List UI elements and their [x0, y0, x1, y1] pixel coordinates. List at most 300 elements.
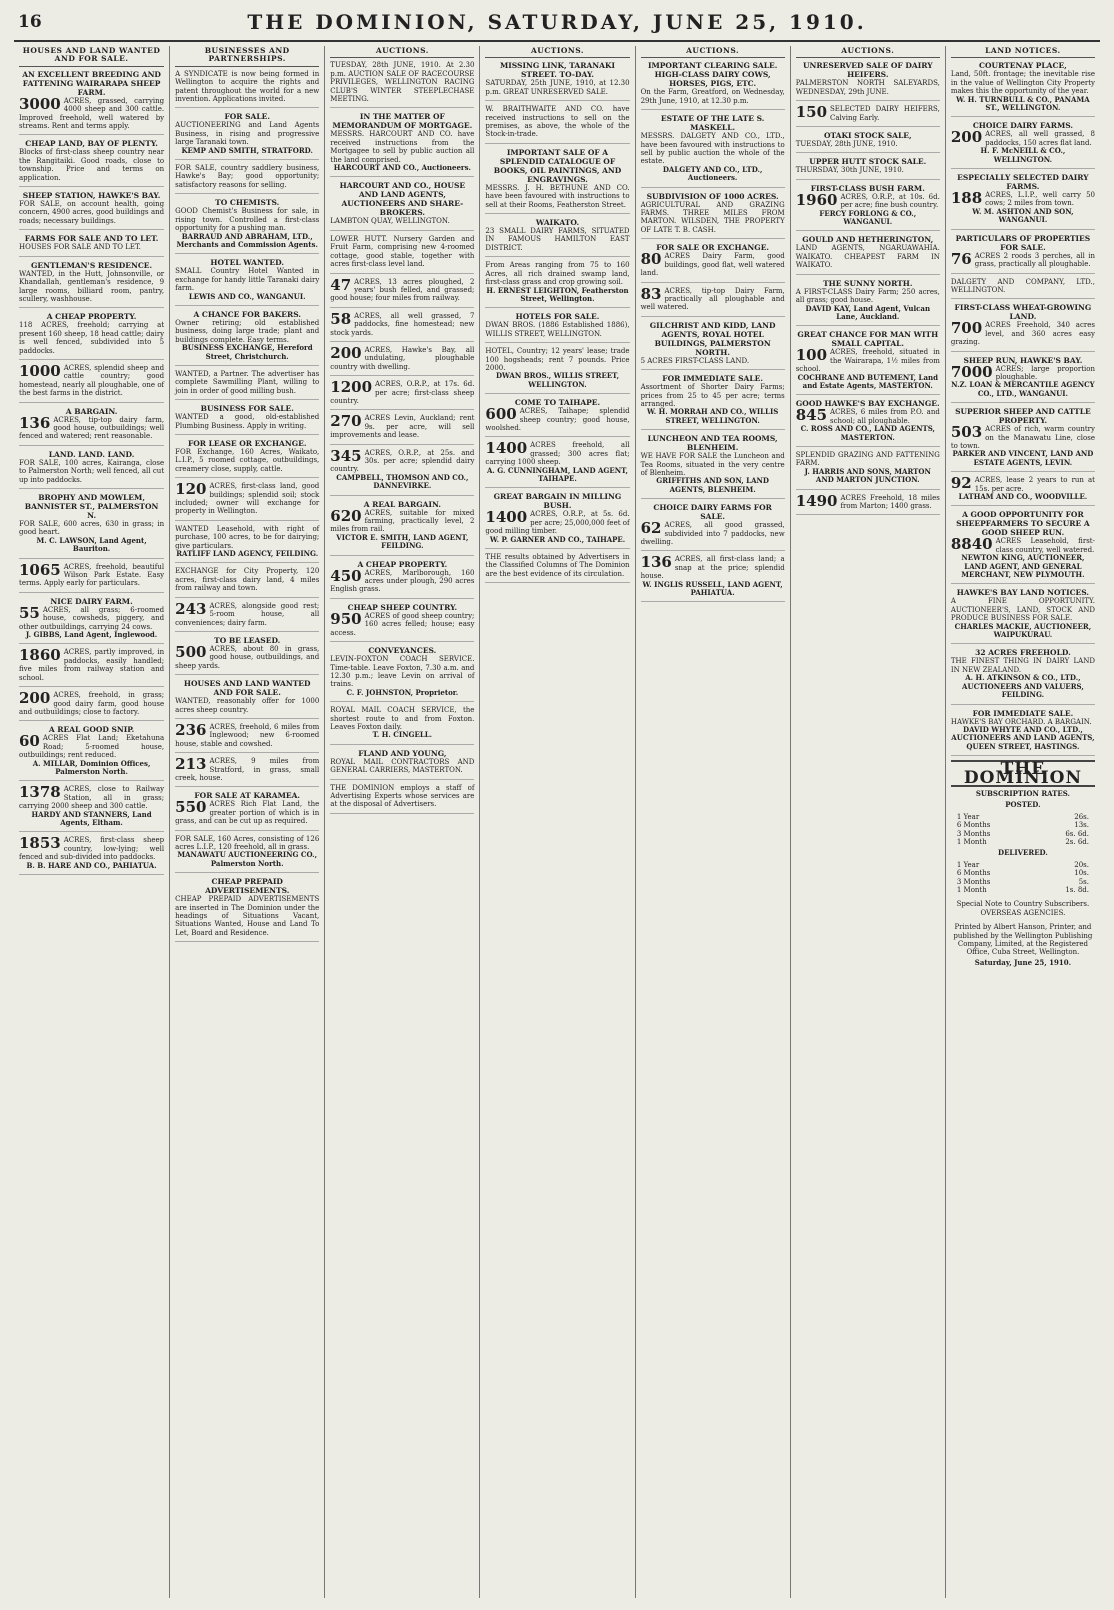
- advertisement: [330, 380, 474, 410]
- ad-acreage: 213: [175, 755, 207, 774]
- ad-title: TO CHEMISTS.: [215, 198, 280, 208]
- imprint: Printed by Albert Hanson, Printer, and published by the Wellington Publishing Company, Limited, at the Registered Office, Cuba Street, Wellington.: [953, 923, 1093, 957]
- ad-text: SPLENDID GRAZING AND FATTENING FARM.: [795, 450, 940, 468]
- ad-body: [175, 835, 319, 852]
- advertisement: [175, 112, 319, 160]
- ad-text: WANTED Leasehold, with right of purchase, 100 acres, to be for dairying; give particulars.: [175, 524, 320, 550]
- ad-acreage: 1378: [19, 783, 61, 802]
- advertisement: [330, 414, 474, 444]
- ad-body: [19, 413, 165, 441]
- ad-title: CONVEYANCES.: [368, 646, 437, 656]
- ad-text: Blocks of first-class sheep country near the Rangitaiki. Good roads, close to township. Price and terms on application.: [19, 148, 165, 182]
- ad-title: AN EXCELLENT BREEDING AND FATTENING WAIRARAPA SHEEP FARM.: [22, 69, 161, 97]
- ad-signature: B. B. HARE AND CO., PAHIATUA.: [26, 860, 157, 870]
- ad-text: ACRES, suitable for mixed farming, practically level, 2 miles from rail.: [330, 508, 475, 534]
- ad-text: FOR SALE, 160 Acres, consisting of 126 acres L.I.P., 120 freehold, all in grass.: [175, 834, 320, 851]
- ad-body: [19, 560, 165, 588]
- ad-body: [330, 380, 474, 405]
- ad-body: [951, 70, 1095, 95]
- advertisement: [641, 192, 785, 240]
- ad-signature: M. C. LAWSON, Land Agent, Bauriton.: [36, 535, 147, 554]
- ad-text: ACRES, freehold, in grass; good dairy farm, good house and outbuildings; close to factory.: [19, 691, 165, 716]
- ad-body: [641, 357, 785, 365]
- ad-title: FOR SALE.: [224, 112, 270, 122]
- column-heading: AUCTIONS.: [485, 46, 629, 58]
- ad-text: ACRES, tip-top dairy farm, good house, outbuildings; well fenced and watered; rent reasonable.: [19, 415, 165, 441]
- ad-signature: A. MILLAR, Dominion Offices, Palmerston North.: [32, 758, 151, 776]
- ad-text: LOWER HUTT. Nursery Garden and Fruit Farm, comprising new 4-roomed cottage, good stable, together with acres first-class level land.: [330, 234, 475, 269]
- ad-text: MESSRS. DALGETY AND CO., LTD., have been favoured with instructions to sell by public auction the whole of the estate.: [640, 132, 785, 166]
- ad-body: [641, 252, 785, 277]
- ad-title: LUNCHEON AND TEA ROOMS, BLENHEIM.: [647, 434, 778, 453]
- ad-text: ACRES, O.R.P., at 25s. and 30s. per acre; splendid dairy country.: [330, 448, 475, 474]
- ad-body: [175, 448, 319, 473]
- ad-text: ROYAL MAIL COACH SERVICE, the shortest route to and from Foxton. Leaves Foxton daily.: [330, 706, 475, 731]
- ad-acreage: 100: [795, 346, 828, 365]
- ad-text: ROYAL MAIL CONTRACTORS AND GENERAL CARRIERS, MASTERTON.: [330, 757, 475, 775]
- advertisement: [951, 407, 1095, 472]
- advertisement: [485, 61, 629, 101]
- ad-text: ACRES, 9 miles from Stratford, in grass, small creek, house.: [175, 757, 320, 782]
- ad-body: [330, 506, 475, 534]
- ad-title: A REAL GOOD SNIP.: [48, 725, 135, 735]
- ad-acreage: 600: [485, 405, 517, 424]
- ad-title: HAWKE'S BAY LAND NOTICES.: [956, 588, 1090, 598]
- ad-acreage: 136: [640, 553, 672, 572]
- ad-body: [485, 510, 629, 535]
- ad-body: [796, 348, 940, 373]
- ad-body: [951, 537, 1095, 554]
- ad-body: [19, 243, 164, 251]
- ad-acreage: 950: [330, 609, 362, 628]
- page-title: THE DOMINION, SATURDAY, JUNE 25, 1910.: [247, 10, 867, 34]
- ad-text: ACRES, splendid sheep and cattle country; good homestead, nearly all ploughable, one of the best farms in the district.: [19, 363, 165, 398]
- ad-text: ACRES, all good grassed, subdivided into 7 paddocks, new dwelling.: [640, 521, 785, 546]
- ad-body: [175, 319, 319, 344]
- ad-text: ACRES Freehold, 18 miles from Marton; 1400 grass.: [840, 493, 940, 510]
- ad-acreage: 1400: [485, 439, 528, 458]
- ad-acreage: 1200: [330, 378, 373, 397]
- ad-text: ACRES, freehold, beautiful Wilson Park Estate. Easy terms. Apply early for particulars.: [19, 562, 165, 588]
- ad-text: WANTED, in the Hutt, Johnsonville, or Khandallah, gentleman's residence, 9 large rooms, billiard room, pantry, scullery, washhouse.: [19, 269, 165, 303]
- ad-acreage: 450: [330, 566, 362, 585]
- ad-title: HOUSES AND LAND WANTED AND FOR SALE.: [183, 679, 311, 698]
- ad-text: A FINE OPPORTUNITY. AUCTIONEER'S, LAND, STOCK AND PRODUCE BUSINESS FOR SALE.: [950, 597, 1095, 623]
- ad-body: [19, 148, 164, 182]
- advertisement: [485, 312, 629, 343]
- ad-acreage: 55: [19, 603, 40, 622]
- ad-title: FOR IMMEDIATE SALE.: [972, 708, 1074, 718]
- ad-acreage: 150: [795, 103, 828, 122]
- advertisement: [175, 567, 319, 597]
- ad-text: ACRES, first-class land, good buildings; splendid soil; stock included; owner will exchange for property in Wellington.: [175, 482, 320, 516]
- ad-acreage: 1400: [485, 508, 528, 527]
- ad-body: [951, 597, 1095, 622]
- ad-acreage: 62: [640, 519, 662, 538]
- ad-text: ACRES, freehold, 6 miles from Inglewood; new 6-roomed house, stable and cowshed.: [175, 722, 320, 748]
- column-heading: BUSINESSES AND PARTNERSHIPS.: [175, 46, 319, 67]
- advertisement: [175, 877, 319, 942]
- ad-signature: C. ROSS AND CO., LAND AGENTS, MASTERTON.: [800, 424, 935, 442]
- ad-text: FOR SALE, 100 acres, Kairanga, close to Palmerston North; well fenced, all cut up into paddocks.: [19, 458, 165, 484]
- ad-body: [330, 275, 475, 303]
- advertisement: [951, 588, 1095, 644]
- ad-body: [330, 343, 475, 371]
- ad-text: PALMERSTON NORTH SALEYARDS, WEDNESDAY, 29th JUNE.: [795, 79, 940, 96]
- ad-text: 118 ACRES, freehold; carrying at present 160 sheep, 18 head cattle; dairy is well fenced, subdivided into 5 paddocks.: [19, 321, 165, 355]
- ad-signature: J. HARRIS AND SONS, MARTON AND MARTON JUNCTION.: [804, 466, 931, 485]
- advertisement: [19, 191, 164, 230]
- ad-text: AUCTIONEERING and Land Agents Business, in rising and progressive large Taranaki town.: [175, 121, 320, 147]
- subscription-subtitle: SUBSCRIPTION RATES.: [975, 788, 1070, 798]
- ad-title: A BARGAIN.: [65, 406, 118, 416]
- ad-text: MESSRS. HARCOURT AND CO. have received instructions from the Mortgagee to sell by public auction all the land comprised.: [330, 130, 475, 164]
- ad-text: ACRES, 13 acres ploughed, 2 years' bush felled, and grassed; good house; four miles from railway.: [330, 277, 475, 303]
- ad-body: [485, 321, 629, 338]
- ad-title: IMPORTANT SALE OF A SPLENDID CATALOGUE OF BOOKS, OIL PAINTINGS, AND ENGRAVINGS.: [493, 147, 622, 184]
- rate-row: [951, 821, 1095, 829]
- advertisement: [485, 441, 629, 488]
- ad-signature: MANAWATU AUCTIONEERING CO., Palmerston North.: [177, 850, 318, 868]
- advertisement: [796, 105, 940, 127]
- ad-signature: DWAN BROS., WILLIS STREET, WELLINGTON.: [495, 371, 620, 389]
- advertisement: [19, 493, 164, 559]
- ad-body: [795, 491, 940, 511]
- ad-acreage: 58: [330, 309, 352, 328]
- ad-acreage: 200: [950, 128, 983, 147]
- ad-acreage: 7000: [950, 362, 993, 381]
- advertisement: [330, 500, 474, 556]
- page-number: 16: [18, 12, 42, 32]
- advertisement: [641, 61, 785, 110]
- ad-body: [796, 166, 940, 174]
- advertisement: [19, 560, 165, 593]
- ad-body: [330, 706, 474, 731]
- rate-row: [951, 861, 1095, 869]
- ad-acreage: 500: [175, 642, 207, 661]
- ad-text: LAMBTON QUAY, WELLINGTON.: [330, 217, 450, 226]
- rate-row: [951, 886, 1095, 894]
- advertisement: [796, 330, 940, 395]
- ad-body: [175, 567, 319, 592]
- ad-body: [175, 207, 319, 232]
- ad-acreage: 120: [175, 480, 207, 499]
- delivered-label: DELIVERED.: [998, 848, 1048, 858]
- ad-body: [19, 734, 164, 759]
- advertisement: [175, 310, 319, 366]
- ad-body: [951, 278, 1095, 295]
- ad-text: ACRES of good sheep country; 160 acres felled; house; easy access.: [330, 611, 475, 637]
- advertisement: [175, 198, 319, 254]
- rate-price: 1s. 8d.: [1065, 886, 1089, 894]
- ad-title: CHEAP PREPAID ADVERTISEMENTS.: [205, 877, 290, 896]
- ad-body: [641, 555, 785, 580]
- ad-signature: W. M. ASHTON AND SON, WANGANUI.: [972, 206, 1074, 225]
- ad-body: [795, 190, 940, 210]
- ad-signature: DAVID KAY, Land Agent, Vulcan Lane, Auckland.: [805, 303, 931, 321]
- advertisement: [951, 709, 1095, 757]
- ad-title: FOR SALE AT KARAMEA.: [194, 791, 301, 801]
- advertisement: [330, 61, 474, 108]
- ad-title: FARMS FOR SALE AND TO LET.: [24, 234, 159, 244]
- ad-acreage: 1490: [795, 491, 838, 510]
- advertisement: [951, 510, 1095, 584]
- ad-body: [796, 79, 940, 96]
- advertisement: [796, 131, 940, 153]
- ad-text: From Areas ranging from 75 to 160 Acres, all rich drained swamp land, first-class grass and crop growing soil.: [485, 261, 630, 287]
- ad-body: [19, 270, 164, 304]
- ad-body: [951, 191, 1095, 208]
- ad-text: A SYNDICATE is now being formed in Wellington to acquire the rights and patent throughout the world for a new invention. Applications invited.: [175, 69, 320, 104]
- ad-body: [19, 321, 164, 355]
- ad-text: DALGETY AND COMPANY, LTD., WELLINGTON.: [950, 277, 1095, 294]
- ad-text: HOUSES FOR SALE AND TO LET.: [19, 243, 141, 252]
- ad-acreage: 503: [950, 423, 983, 442]
- ad-text: TUESDAY, 28th JUNE, 1910.: [795, 140, 898, 149]
- advertisement: [330, 560, 474, 599]
- advertisement: [175, 636, 319, 675]
- ad-text: ACRES; large proportion ploughable.: [995, 364, 1095, 381]
- ad-title: SHEEP STATION, HAWKE'S BAY.: [22, 191, 161, 201]
- ad-text: ACRES freehold, all grassed; 300 acres flat; carrying 1000 sheep.: [485, 441, 630, 467]
- ad-body: [641, 201, 785, 235]
- ad-acreage: 345: [330, 446, 362, 465]
- advertisement: [641, 374, 785, 430]
- ad-text: THE results obtained by Advertisers in the Classified Columns of The Dominion are the best evidence of its circulation.: [485, 553, 630, 578]
- ad-signature: W. INGLIS RUSSELL, LAND AGENT, PAHIATUA.: [642, 579, 783, 598]
- ad-signature: FERCY FORLONG & CO., WANGANUI.: [819, 208, 917, 227]
- ad-body: [19, 785, 164, 810]
- rate-price: 20s.: [1074, 860, 1089, 869]
- advertisement: [330, 784, 474, 814]
- ad-body: [19, 94, 165, 131]
- advertisement: [175, 164, 319, 194]
- advertisement: [796, 399, 940, 447]
- ad-text: Owner retiring; old established business, doing large trade; plant and buildings complete. Easy terms.: [175, 318, 320, 344]
- ad-text: W. BRAITHWAITE AND CO. have received instructions to sell on the premises, as above, the whole of the Stock-in-trade.: [485, 105, 630, 139]
- ad-text: LEVIN-FOXTON COACH SERVICE. Time-table. Leave Foxton, 7.30 a.m. and 12.30 p.m.; leave Levin on arrival of trains.: [330, 655, 475, 689]
- ad-acreage: 845: [795, 406, 828, 425]
- ad-title: CHEAP LAND, BAY OF PLENTY.: [25, 139, 158, 149]
- advertisement: [485, 261, 629, 308]
- ad-body: [485, 347, 629, 372]
- subscription-box: [951, 760, 1095, 967]
- ad-body: [175, 895, 319, 937]
- rate-row: [951, 878, 1095, 886]
- ad-acreage: 200: [330, 343, 362, 362]
- column-heading: AUCTIONS.: [330, 46, 474, 58]
- ad-text: ACRES, all first-class land; a snap at the price; splendid house.: [640, 555, 785, 581]
- ad-text: FOR SALE, on account health, going concern, 4900 acres, good buildings and roads; necessary buildings.: [19, 200, 165, 225]
- advertisement: [330, 749, 474, 780]
- ad-body: [641, 132, 785, 166]
- ad-signature: HARCOURT AND CO., Auctioneers.: [333, 163, 471, 173]
- advertisement: [641, 503, 785, 551]
- ad-signature: CHARLES MACKIE, AUCTIONEER, WAIPUKURAU.: [954, 621, 1092, 640]
- ad-acreage: 1960: [795, 190, 838, 209]
- ad-body: [951, 321, 1095, 346]
- ad-acreage: 620: [330, 506, 362, 525]
- ad-text: THE FINEST THING IN DAIRY LAND IN NEW ZEALAND.: [950, 657, 1095, 674]
- advertisement: [19, 725, 164, 781]
- ad-body: [175, 70, 319, 104]
- ad-body: [641, 452, 785, 477]
- ad-body: [485, 553, 629, 578]
- ad-title: HOTELS FOR SALE.: [515, 312, 600, 322]
- ad-title: ESTATE OF THE LATE S. MASKELL.: [660, 114, 765, 133]
- ad-body: [175, 525, 319, 550]
- ad-text: ACRES, Hawke's Bay, all undulating, ploughable country with dwelling.: [330, 345, 475, 371]
- rate-row: [951, 830, 1095, 838]
- ad-body: [796, 140, 940, 148]
- ad-body: [330, 217, 474, 225]
- advertisement: [796, 157, 940, 179]
- masthead: [14, 8, 1100, 42]
- ad-body: [641, 88, 785, 105]
- ad-text: A FIRST-CLASS Dairy Farm; 250 acres, all grass; good house.: [795, 287, 940, 305]
- rate-term: 1 Year: [956, 860, 980, 869]
- ad-body: [950, 362, 1095, 382]
- advertisement: [641, 434, 785, 499]
- advertisement: [330, 446, 475, 496]
- rate-row: [951, 869, 1095, 877]
- advertisement: [175, 835, 319, 874]
- ad-text: Land, 50ft. frontage; the inevitable rise in the value of Wellington City Property makes this the opportunity of the year.: [950, 70, 1095, 96]
- advertisement: [19, 648, 164, 687]
- ad-title: NICE DAIRY FARM.: [50, 596, 133, 606]
- ad-signature: PARKER AND VINCENT, LAND AND ESTATE AGENTS, LEVIN.: [952, 449, 1094, 467]
- ad-title: ESPECIALLY SELECTED DAIRY FARMS.: [957, 173, 1089, 192]
- ad-body: [485, 184, 629, 209]
- ad-text: ACRES, L.I.P., well carry 50 cows; 2 miles from town.: [985, 191, 1095, 208]
- ad-title: FIRST-CLASS BUSH FARM.: [810, 183, 925, 193]
- ad-text: ACRES Rich Flat Land, the greater portion of which is in grass, and can be cut up as required.: [175, 800, 320, 826]
- ad-title: A CHEAP PROPERTY.: [46, 312, 137, 322]
- advertisement: [175, 679, 319, 719]
- ad-signature: T. H. CINGELL.: [372, 730, 433, 740]
- ad-title: TO BE LEASED.: [214, 635, 281, 645]
- advertisement: [951, 61, 1095, 117]
- column-heading: AUCTIONS.: [641, 46, 785, 58]
- ad-body: [485, 261, 629, 286]
- ad-title: COURTENAY PLACE,: [979, 61, 1067, 71]
- ad-signature: BUSINESS EXCHANGE, Hereford Street, Christchurch.: [181, 343, 313, 361]
- ad-signature: KEMP AND SMITH, STRATFORD.: [181, 145, 313, 155]
- ad-title: HARCOURT AND CO., HOUSE AND LAND AGENTS, AUCTIONEERS AND SHARE-BROKERS.: [339, 181, 466, 218]
- ad-title: SHEEP RUN, HAWKE'S BAY.: [963, 355, 1083, 365]
- ad-title: A GOOD OPPORTUNITY FOR SHEEPFARMERS TO SECURE A GOOD SHEEP RUN.: [956, 510, 1090, 538]
- ad-body: [175, 697, 319, 714]
- ad-title: SUPERIOR SHEEP AND CATTLE PROPERTY.: [955, 407, 1091, 426]
- ad-text: CHEAP PREPAID ADVERTISEMENTS are inserted in The Dominion under the headings of Situations Vacant, Situations Wanted, House and Land To Let, Board and Residence.: [175, 895, 320, 937]
- advertisement: [330, 112, 474, 177]
- advertisement: [485, 218, 629, 257]
- advertisement: [19, 139, 164, 187]
- ad-body: [175, 720, 320, 748]
- advertisement: [19, 785, 164, 832]
- rate-price: 2s. 6d.: [1065, 837, 1089, 846]
- ad-body: [485, 441, 629, 466]
- ad-body: [641, 383, 785, 408]
- advertisement: [175, 439, 319, 478]
- ad-acreage: 700: [950, 319, 983, 338]
- column-heading: LAND NOTICES.: [951, 46, 1095, 58]
- ad-text: ACRES, 6 miles from P.O. and school; all ploughable.: [830, 408, 940, 425]
- column-heading: AUCTIONS.: [796, 46, 940, 58]
- advertisement: [175, 70, 319, 109]
- ad-body: [640, 284, 785, 312]
- ad-text: ACRES, grassed, carrying 4000 sheep and 300 cattle. Improved freehold, well watered by streams. Rent and terms apply.: [19, 96, 165, 131]
- rate-term: 1 Month: [956, 837, 987, 846]
- advertisement: [640, 284, 785, 317]
- ad-title: MISSING LINK, TARANAKI STREET. TO-DAY.: [500, 61, 615, 80]
- ad-text: MESSRS. J. H. BETHUNE AND CO. have been favoured with instructions to sell at their Rooms, Featherston Street.: [485, 183, 630, 209]
- ad-acreage: 550: [175, 798, 207, 817]
- ad-acreage: 80: [640, 250, 662, 269]
- advertisement: [796, 61, 940, 101]
- ad-signature: DAVID WHYTE AND CO., LTD., AUCTIONEERS AND LAND AGENTS, QUEEN STREET, HASTINGS.: [951, 724, 1095, 751]
- ad-body: [175, 121, 319, 146]
- ad-signature: J. GIBBS, Land Agent, Inglewood.: [25, 630, 158, 640]
- ad-signature: H. ERNEST LEIGHTON, Featherston Street, Wellington.: [486, 285, 629, 303]
- ad-body: [19, 361, 165, 398]
- ad-body: [330, 61, 474, 103]
- advertisement: [330, 181, 474, 230]
- ad-text: ACRES Dairy Farm, good buildings, good flat, well watered land.: [640, 252, 785, 278]
- ad-title: FOR LEASE OR EXCHANGE.: [187, 439, 307, 448]
- ad-body: [796, 408, 940, 425]
- ad-acreage: 1065: [19, 560, 61, 579]
- ad-body: [485, 227, 629, 252]
- ad-acreage: 8840: [950, 535, 993, 554]
- ad-text: WANTED, reasonably offer for 1000 acres sheep country.: [175, 697, 320, 714]
- advertisement: [330, 235, 474, 274]
- ad-text: DWAN BROS. (1886 Established 1886), WILLIS STREET, WELLINGTON.: [485, 321, 630, 338]
- advertisement: [951, 234, 1095, 274]
- ad-text: ACRES, close to Railway Station, all in grass; carrying 2000 sheep and 300 cattle.: [19, 785, 165, 811]
- ad-text: FOR Exchange, 160 Acres, Waikato, L.I.P., 5 roomed cottage, outbuildings, creamery close, supply, cattle.: [175, 448, 320, 473]
- advertisement: [641, 555, 785, 602]
- ad-body: [796, 288, 940, 305]
- ad-title: GILCHRIST AND KIDD, LAND AGENTS, ROYAL HOTEL BUILDINGS, PALMERSTON NORTH.: [649, 320, 776, 357]
- ad-acreage: 136: [19, 413, 51, 432]
- ad-title: A CHANCE FOR BAKERS.: [193, 309, 301, 319]
- ad-title: FOR IMMEDIATE SALE.: [662, 374, 763, 384]
- column-5: [635, 46, 790, 1598]
- ad-text: 5 ACRES FIRST-CLASS LAND.: [640, 356, 750, 365]
- advertisement: [796, 451, 940, 490]
- advertisement: [330, 343, 475, 376]
- rate-term: 6 Months: [956, 869, 991, 878]
- ad-text: ACRES, Taihape; splendid sheep country; good house, woolshed.: [485, 407, 630, 432]
- ad-body: [330, 655, 474, 689]
- advertisement: [485, 347, 629, 394]
- ad-signature: H. F. McNEILL & CO., WELLINGTON.: [980, 146, 1066, 164]
- ad-body: [796, 451, 940, 468]
- ad-acreage: 236: [175, 720, 207, 739]
- ad-body: [330, 758, 474, 775]
- ad-acreage: 1860: [19, 646, 61, 665]
- ad-text: ACRES, all well grassed, 8 paddocks, 150 acres flat land.: [985, 130, 1095, 147]
- ad-title: A REAL BARGAIN.: [363, 499, 441, 509]
- ad-text: On the Farm, Greatford, on Wednesday, 29th June, 1910, at 12.30 p.m.: [640, 88, 785, 105]
- ad-text: ACRES of rich, warm country on the Manawatu Line, close to town.: [950, 425, 1095, 450]
- ad-title: FLAND AND YOUNG,: [358, 748, 447, 758]
- ad-text: HAWKE'S BAY ORCHARD. A BARGAIN.: [950, 717, 1092, 726]
- ad-title: GENTLEMAN'S RESIDENCE.: [31, 260, 153, 270]
- advertisement: [485, 553, 629, 583]
- ad-body: [175, 164, 319, 189]
